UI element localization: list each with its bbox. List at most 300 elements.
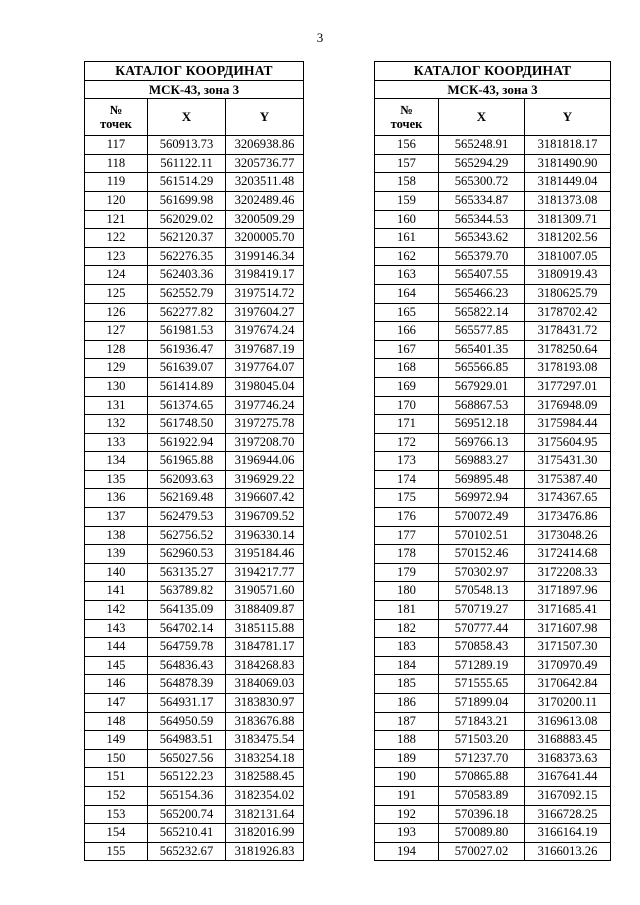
y-coordinate-cell: 3194217.77 xyxy=(226,563,304,582)
x-coordinate-cell: 565154.36 xyxy=(148,786,226,805)
y-coordinate-cell: 3197687.19 xyxy=(226,340,304,359)
table-row xyxy=(375,601,611,620)
x-header: X xyxy=(439,99,525,136)
point-number-cell: 142 xyxy=(85,601,148,620)
point-number-cell: 165 xyxy=(375,303,439,322)
table-row xyxy=(375,786,611,805)
y-coordinate-cell: 3197208.70 xyxy=(226,433,304,452)
table-row xyxy=(375,675,611,694)
y-coordinate-cell: 3199146.34 xyxy=(226,247,304,266)
table-row xyxy=(375,731,611,750)
x-coordinate-cell: 570027.02 xyxy=(439,842,525,861)
point-number-cell: 174 xyxy=(375,470,439,489)
table-row xyxy=(375,322,611,341)
y-coordinate-cell: 3202489.46 xyxy=(226,191,304,210)
point-number-cell: 127 xyxy=(85,322,148,341)
x-coordinate-cell: 565122.23 xyxy=(148,768,226,787)
point-number-cell: 131 xyxy=(85,396,148,415)
point-number-cell: 149 xyxy=(85,731,148,750)
point-number-cell: 168 xyxy=(375,359,439,378)
table-row xyxy=(85,526,304,545)
x-coordinate-cell: 570089.80 xyxy=(439,824,525,843)
table-row xyxy=(375,656,611,675)
y-coordinate-cell: 3181309.71 xyxy=(525,210,611,229)
y-coordinate-cell: 3182354.02 xyxy=(226,786,304,805)
point-number-cell: 126 xyxy=(85,303,148,322)
y-coordinate-cell: 3196944.06 xyxy=(226,452,304,471)
table-row xyxy=(85,545,304,564)
point-number-cell: 118 xyxy=(85,154,148,173)
table-row xyxy=(85,694,304,713)
point-number-cell: 184 xyxy=(375,656,439,675)
x-coordinate-cell: 570719.27 xyxy=(439,601,525,620)
point-number-cell: 141 xyxy=(85,582,148,601)
point-number-cell: 123 xyxy=(85,247,148,266)
point-number-cell: 117 xyxy=(85,136,148,155)
x-coordinate-cell: 561639.07 xyxy=(148,359,226,378)
x-header: X xyxy=(148,99,226,136)
x-coordinate-cell: 565566.85 xyxy=(439,359,525,378)
point-number-cell: 151 xyxy=(85,768,148,787)
y-coordinate-cell: 3166164.19 xyxy=(525,824,611,843)
point-number-cell: 140 xyxy=(85,563,148,582)
point-number-cell: 175 xyxy=(375,489,439,508)
point-number-cell: 153 xyxy=(85,805,148,824)
x-coordinate-cell: 561936.47 xyxy=(148,340,226,359)
x-coordinate-cell: 570152.46 xyxy=(439,545,525,564)
y-coordinate-cell: 3172414.68 xyxy=(525,545,611,564)
table-row xyxy=(85,805,304,824)
y-coordinate-cell: 3183254.18 xyxy=(226,749,304,768)
y-coordinate-cell: 3198045.04 xyxy=(226,377,304,396)
y-coordinate-cell: 3178193.08 xyxy=(525,359,611,378)
points-word: точек xyxy=(100,117,132,132)
y-coordinate-cell: 3170200.11 xyxy=(525,694,611,713)
point-number-cell: 187 xyxy=(375,712,439,731)
x-coordinate-cell: 565027.56 xyxy=(148,749,226,768)
x-coordinate-cell: 564931.17 xyxy=(148,694,226,713)
y-coordinate-cell: 3175387.40 xyxy=(525,470,611,489)
x-coordinate-cell: 561981.53 xyxy=(148,322,226,341)
x-coordinate-cell: 564983.51 xyxy=(148,731,226,750)
table-row xyxy=(375,638,611,657)
point-number-header xyxy=(85,99,148,136)
x-coordinate-cell: 565300.72 xyxy=(439,173,525,192)
y-coordinate-cell: 3203511.48 xyxy=(226,173,304,192)
table-row xyxy=(85,749,304,768)
point-number-cell: 188 xyxy=(375,731,439,750)
point-number-cell: 158 xyxy=(375,173,439,192)
point-number-cell: 150 xyxy=(85,749,148,768)
point-number-cell: 177 xyxy=(375,526,439,545)
point-number-cell: 179 xyxy=(375,563,439,582)
table-row xyxy=(375,359,611,378)
table-row xyxy=(375,284,611,303)
x-coordinate-cell: 571237.70 xyxy=(439,749,525,768)
table-row xyxy=(375,694,611,713)
page-number: 3 xyxy=(316,30,324,45)
x-coordinate-cell: 565248.91 xyxy=(439,136,525,155)
table-row xyxy=(85,470,304,489)
table-row xyxy=(375,489,611,508)
x-coordinate-cell: 569895.48 xyxy=(439,470,525,489)
x-coordinate-cell: 565577.85 xyxy=(439,322,525,341)
x-coordinate-cell: 565401.35 xyxy=(439,340,525,359)
point-number-cell: 182 xyxy=(375,619,439,638)
x-coordinate-cell: 561414.89 xyxy=(148,377,226,396)
x-coordinate-cell: 571289.19 xyxy=(439,656,525,675)
x-coordinate-cell: 561374.65 xyxy=(148,396,226,415)
y-coordinate-cell: 3184268.83 xyxy=(226,656,304,675)
point-number-cell: 171 xyxy=(375,415,439,434)
table-row xyxy=(375,619,611,638)
point-number-cell: 185 xyxy=(375,675,439,694)
x-coordinate-cell: 562276.35 xyxy=(148,247,226,266)
x-coordinate-cell: 565232.67 xyxy=(148,842,226,861)
y-coordinate-cell: 3183676.88 xyxy=(226,712,304,731)
y-coordinate-cell: 3181449.04 xyxy=(525,173,611,192)
table-row xyxy=(85,340,304,359)
point-number-cell: 148 xyxy=(85,712,148,731)
point-number-cell: 135 xyxy=(85,470,148,489)
table-row xyxy=(375,266,611,285)
x-coordinate-cell: 565210.41 xyxy=(148,824,226,843)
y-coordinate-cell: 3175431.30 xyxy=(525,452,611,471)
table-row xyxy=(85,173,304,192)
table-row xyxy=(85,601,304,620)
y-coordinate-cell: 3200509.29 xyxy=(226,210,304,229)
y-coordinate-cell: 3205736.77 xyxy=(226,154,304,173)
point-number-cell: 155 xyxy=(85,842,148,861)
y-coordinate-cell: 3181202.56 xyxy=(525,229,611,248)
point-number-cell: 166 xyxy=(375,322,439,341)
table-row xyxy=(375,210,611,229)
table-row xyxy=(85,675,304,694)
table-row xyxy=(85,786,304,805)
table-row xyxy=(375,396,611,415)
x-coordinate-cell: 569972.94 xyxy=(439,489,525,508)
point-number-cell: 186 xyxy=(375,694,439,713)
x-coordinate-cell: 562403.36 xyxy=(148,266,226,285)
point-number-cell: 125 xyxy=(85,284,148,303)
table-row xyxy=(85,266,304,285)
y-coordinate-cell: 3197604.27 xyxy=(226,303,304,322)
point-number-cell: 163 xyxy=(375,266,439,285)
y-coordinate-cell: 3175984.44 xyxy=(525,415,611,434)
x-coordinate-cell: 564836.43 xyxy=(148,656,226,675)
x-coordinate-cell: 565379.70 xyxy=(439,247,525,266)
point-number-cell: 191 xyxy=(375,786,439,805)
y-coordinate-cell: 3171897.96 xyxy=(525,582,611,601)
table-row xyxy=(375,526,611,545)
x-coordinate-cell: 563789.82 xyxy=(148,582,226,601)
x-coordinate-cell: 570072.49 xyxy=(439,508,525,527)
point-number-cell: 161 xyxy=(375,229,439,248)
x-coordinate-cell: 569883.27 xyxy=(439,452,525,471)
point-number-cell: 193 xyxy=(375,824,439,843)
point-number-cell: 130 xyxy=(85,377,148,396)
table-row xyxy=(375,191,611,210)
point-number-cell: 134 xyxy=(85,452,148,471)
x-coordinate-cell: 562120.37 xyxy=(148,229,226,248)
points-word: точек xyxy=(390,117,423,132)
y-coordinate-cell: 3168883.45 xyxy=(525,731,611,750)
y-coordinate-cell: 3182588.45 xyxy=(226,768,304,787)
table-row xyxy=(375,749,611,768)
x-coordinate-cell: 562093.63 xyxy=(148,470,226,489)
y-coordinate-cell: 3173048.26 xyxy=(525,526,611,545)
x-coordinate-cell: 570865.88 xyxy=(439,768,525,787)
x-coordinate-cell: 564702.14 xyxy=(148,619,226,638)
table-row xyxy=(85,210,304,229)
catalog-title: КАТАЛОГ КООРДИНАТ xyxy=(375,62,611,81)
y-coordinate-cell: 3183475.54 xyxy=(226,731,304,750)
point-number-cell: 189 xyxy=(375,749,439,768)
point-number-cell: 172 xyxy=(375,433,439,452)
y-coordinate-cell: 3178250.64 xyxy=(525,340,611,359)
y-coordinate-cell: 3197674.24 xyxy=(226,322,304,341)
table-row xyxy=(375,303,611,322)
x-coordinate-cell: 561122.11 xyxy=(148,154,226,173)
x-coordinate-cell: 563135.27 xyxy=(148,563,226,582)
point-number-cell: 120 xyxy=(85,191,148,210)
x-coordinate-cell: 561965.88 xyxy=(148,452,226,471)
y-coordinate-cell: 3183830.97 xyxy=(226,694,304,713)
table-row xyxy=(375,563,611,582)
point-number-cell: 144 xyxy=(85,638,148,657)
y-coordinate-cell: 3184781.17 xyxy=(226,638,304,657)
table-row xyxy=(85,824,304,843)
y-coordinate-cell: 3167641.44 xyxy=(525,768,611,787)
x-coordinate-cell: 564759.78 xyxy=(148,638,226,657)
point-number-cell: 192 xyxy=(375,805,439,824)
y-coordinate-cell: 3172208.33 xyxy=(525,563,611,582)
table-row xyxy=(375,433,611,452)
x-coordinate-cell: 564878.39 xyxy=(148,675,226,694)
table-row xyxy=(375,842,611,861)
table-row xyxy=(375,545,611,564)
x-coordinate-cell: 562479.53 xyxy=(148,508,226,527)
y-coordinate-cell: 3182131.64 xyxy=(226,805,304,824)
number-sign: № xyxy=(400,103,413,118)
y-coordinate-cell: 3180625.79 xyxy=(525,284,611,303)
table-row xyxy=(375,768,611,787)
y-coordinate-cell: 3197275.78 xyxy=(226,415,304,434)
y-coordinate-cell: 3180919.43 xyxy=(525,266,611,285)
point-number-cell: 162 xyxy=(375,247,439,266)
table-row xyxy=(85,508,304,527)
y-coordinate-cell: 3170970.49 xyxy=(525,656,611,675)
table-row xyxy=(375,229,611,248)
table-row xyxy=(375,805,611,824)
point-number-cell: 146 xyxy=(85,675,148,694)
y-header: Y xyxy=(226,99,304,136)
x-coordinate-cell: 562169.48 xyxy=(148,489,226,508)
y-coordinate-cell: 3174367.65 xyxy=(525,489,611,508)
y-coordinate-cell: 3177297.01 xyxy=(525,377,611,396)
x-coordinate-cell: 565334.87 xyxy=(439,191,525,210)
y-coordinate-cell: 3171685.41 xyxy=(525,601,611,620)
table-row xyxy=(85,136,304,155)
y-coordinate-cell: 3196330.14 xyxy=(226,526,304,545)
y-coordinate-cell: 3173476.86 xyxy=(525,508,611,527)
table-row xyxy=(375,173,611,192)
point-number-cell: 190 xyxy=(375,768,439,787)
table-row xyxy=(85,712,304,731)
table-row xyxy=(85,656,304,675)
x-coordinate-cell: 570302.97 xyxy=(439,563,525,582)
coordinate-system-label: МСК-43, зона 3 xyxy=(375,80,611,99)
table-row xyxy=(375,247,611,266)
y-coordinate-cell: 3206938.86 xyxy=(226,136,304,155)
point-number-cell: 183 xyxy=(375,638,439,657)
table-row xyxy=(85,229,304,248)
point-number-cell: 156 xyxy=(375,136,439,155)
y-coordinate-cell: 3181373.08 xyxy=(525,191,611,210)
y-coordinate-cell: 3178702.42 xyxy=(525,303,611,322)
table-row xyxy=(85,489,304,508)
y-coordinate-cell: 3190571.60 xyxy=(226,582,304,601)
point-number-cell: 181 xyxy=(375,601,439,620)
x-coordinate-cell: 562756.52 xyxy=(148,526,226,545)
y-coordinate-cell: 3200005.70 xyxy=(226,229,304,248)
point-number-cell: 173 xyxy=(375,452,439,471)
y-coordinate-cell: 3167092.15 xyxy=(525,786,611,805)
y-coordinate-cell: 3181007.05 xyxy=(525,247,611,266)
x-coordinate-cell: 561514.29 xyxy=(148,173,226,192)
x-coordinate-cell: 565200.74 xyxy=(148,805,226,824)
x-coordinate-cell: 568867.53 xyxy=(439,396,525,415)
number-sign: № xyxy=(109,103,123,118)
y-coordinate-cell: 3196709.52 xyxy=(226,508,304,527)
point-number-cell: 164 xyxy=(375,284,439,303)
y-coordinate-cell: 3168373.63 xyxy=(525,749,611,768)
point-number-cell: 157 xyxy=(375,154,439,173)
point-number-cell: 180 xyxy=(375,582,439,601)
coordinate-catalog-table-right xyxy=(374,61,611,861)
y-coordinate-cell: 3181490.90 xyxy=(525,154,611,173)
y-coordinate-cell: 3178431.72 xyxy=(525,322,611,341)
x-coordinate-cell: 571555.65 xyxy=(439,675,525,694)
x-coordinate-cell: 570858.43 xyxy=(439,638,525,657)
table-row xyxy=(375,415,611,434)
x-coordinate-cell: 561699.98 xyxy=(148,191,226,210)
point-number-cell: 119 xyxy=(85,173,148,192)
x-coordinate-cell: 565344.53 xyxy=(439,210,525,229)
x-coordinate-cell: 561748.50 xyxy=(148,415,226,434)
y-coordinate-cell: 3197746.24 xyxy=(226,396,304,415)
x-coordinate-cell: 571503.20 xyxy=(439,731,525,750)
table-row xyxy=(85,582,304,601)
point-number-cell: 159 xyxy=(375,191,439,210)
y-coordinate-cell: 3176948.09 xyxy=(525,396,611,415)
coordinate-catalog-table-left xyxy=(84,61,304,861)
point-number-cell: 167 xyxy=(375,340,439,359)
x-coordinate-cell: 570396.18 xyxy=(439,805,525,824)
x-coordinate-cell: 571899.04 xyxy=(439,694,525,713)
point-number-cell: 147 xyxy=(85,694,148,713)
x-coordinate-cell: 570548.13 xyxy=(439,582,525,601)
x-coordinate-cell: 571843.21 xyxy=(439,712,525,731)
table-row xyxy=(375,136,611,155)
y-coordinate-cell: 3196607.42 xyxy=(226,489,304,508)
x-coordinate-cell: 570102.51 xyxy=(439,526,525,545)
point-number-cell: 133 xyxy=(85,433,148,452)
table-row xyxy=(85,619,304,638)
point-number-cell: 160 xyxy=(375,210,439,229)
table-row xyxy=(85,842,304,861)
x-coordinate-cell: 567929.01 xyxy=(439,377,525,396)
y-coordinate-cell: 3196929.22 xyxy=(226,470,304,489)
point-number-cell: 170 xyxy=(375,396,439,415)
y-coordinate-cell: 3181926.83 xyxy=(226,842,304,861)
x-coordinate-cell: 565294.29 xyxy=(439,154,525,173)
y-coordinate-cell: 3197764.07 xyxy=(226,359,304,378)
y-coordinate-cell: 3182016.99 xyxy=(226,824,304,843)
table-row xyxy=(375,340,611,359)
point-number-cell: 121 xyxy=(85,210,148,229)
table-row xyxy=(85,563,304,582)
table-body xyxy=(85,136,304,861)
y-coordinate-cell: 3169613.08 xyxy=(525,712,611,731)
x-coordinate-cell: 565466.23 xyxy=(439,284,525,303)
point-number-cell: 124 xyxy=(85,266,148,285)
table-body xyxy=(375,136,611,861)
table-row xyxy=(85,768,304,787)
table-row xyxy=(85,284,304,303)
catalog-title: КАТАЛОГ КООРДИНАТ xyxy=(85,62,304,81)
coordinate-system-label: МСК-43, зона 3 xyxy=(85,80,304,99)
y-coordinate-cell: 3195184.46 xyxy=(226,545,304,564)
table-row xyxy=(375,712,611,731)
table-row xyxy=(85,452,304,471)
y-coordinate-cell: 3171507.30 xyxy=(525,638,611,657)
point-number-cell: 154 xyxy=(85,824,148,843)
point-number-cell: 132 xyxy=(85,415,148,434)
table-row xyxy=(375,824,611,843)
point-number-cell: 129 xyxy=(85,359,148,378)
point-number-cell: 169 xyxy=(375,377,439,396)
point-number-cell: 145 xyxy=(85,656,148,675)
point-number-cell: 128 xyxy=(85,340,148,359)
y-coordinate-cell: 3170642.84 xyxy=(525,675,611,694)
x-coordinate-cell: 570777.44 xyxy=(439,619,525,638)
table-row xyxy=(375,452,611,471)
x-coordinate-cell: 569512.18 xyxy=(439,415,525,434)
x-coordinate-cell: 562552.79 xyxy=(148,284,226,303)
table-row xyxy=(85,396,304,415)
point-number-cell: 138 xyxy=(85,526,148,545)
table-row xyxy=(85,191,304,210)
table-row xyxy=(85,638,304,657)
x-coordinate-cell: 570583.89 xyxy=(439,786,525,805)
y-coordinate-cell: 3185115.88 xyxy=(226,619,304,638)
table-row xyxy=(85,731,304,750)
x-coordinate-cell: 562029.02 xyxy=(148,210,226,229)
x-coordinate-cell: 564950.59 xyxy=(148,712,226,731)
point-number-cell: 178 xyxy=(375,545,439,564)
y-coordinate-cell: 3184069.03 xyxy=(226,675,304,694)
x-coordinate-cell: 564135.09 xyxy=(148,601,226,620)
table-row xyxy=(375,154,611,173)
table-row xyxy=(85,415,304,434)
x-coordinate-cell: 562960.53 xyxy=(148,545,226,564)
y-coordinate-cell: 3166728.25 xyxy=(525,805,611,824)
y-coordinate-cell: 3171607.98 xyxy=(525,619,611,638)
x-coordinate-cell: 565407.55 xyxy=(439,266,525,285)
table-row xyxy=(85,359,304,378)
y-header: Y xyxy=(525,99,611,136)
